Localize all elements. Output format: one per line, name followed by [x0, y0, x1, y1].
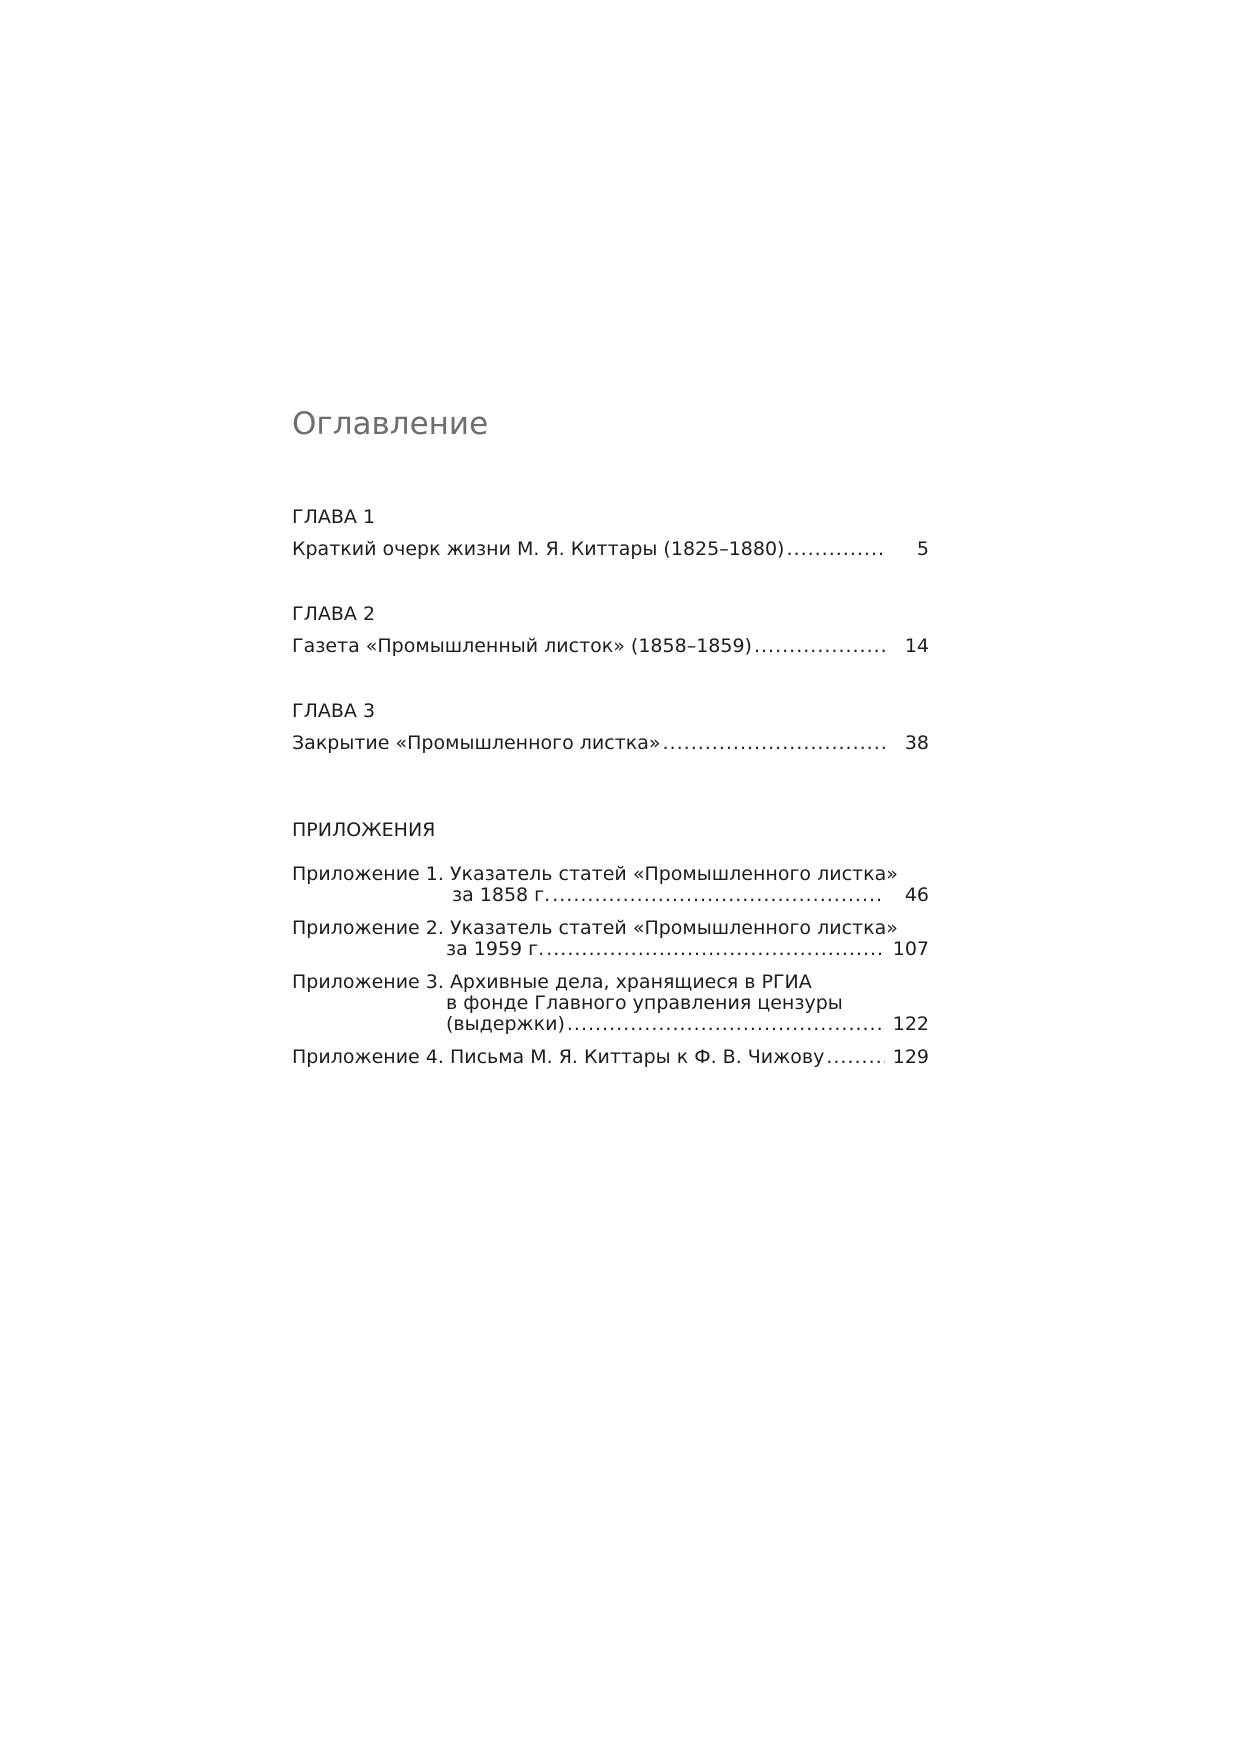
toc-entry-title: за 1858 г.: [452, 884, 551, 906]
leader-dots: [754, 634, 885, 658]
appendix-3-line1[interactable]: Приложение 3. Архивные дела, хранящиеся в РГИА: [292, 971, 812, 993]
leader-dots: [826, 1045, 885, 1069]
chapter-1-label: ГЛАВА 1: [292, 506, 376, 528]
page-number: 5: [916, 538, 929, 560]
toc-entry-title: Закрытие «Промышленного листка»: [292, 732, 661, 754]
page-number: 38: [904, 732, 929, 754]
toc-entry-title: Газета «Промышленный листок» (1858–1859): [292, 635, 752, 657]
appendix-3-line2[interactable]: в фонде Главного управления цензуры: [446, 992, 843, 1014]
leader-dots: [786, 537, 885, 561]
page-number: 14: [904, 635, 929, 657]
appendices-label: ПРИЛОЖЕНИЯ: [292, 819, 436, 841]
page-number: 129: [892, 1046, 929, 1068]
toc-entry-title: за 1959 г.: [446, 938, 545, 960]
leader-dots: [663, 731, 885, 755]
page-number: 122: [892, 1013, 929, 1035]
page-number: 46: [904, 884, 929, 906]
toc-entry-chapter-2[interactable]: [292, 634, 929, 658]
page-number: 107: [892, 938, 929, 960]
toc-entry-appendix-2[interactable]: [446, 937, 929, 961]
toc-entry-title: Краткий очерк жизни М. Я. Киттары (1825–1880): [292, 538, 785, 560]
toc-entry-appendix-4[interactable]: [292, 1045, 929, 1069]
page-title: Оглавление: [292, 406, 489, 442]
leader-dots: [546, 937, 885, 961]
toc-entry-title: (выдержки): [446, 1013, 565, 1035]
toc-entry-title: Приложение 4. Письма М. Я. Киттары к Ф. В. Чижову: [292, 1046, 825, 1068]
chapter-2-label: ГЛАВА 2: [292, 603, 376, 625]
toc-entry-chapter-1[interactable]: [292, 537, 929, 561]
appendix-2-line1[interactable]: Приложение 2. Указатель статей «Промышленного листка»: [292, 917, 898, 939]
toc-entry-appendix-3[interactable]: [446, 1012, 929, 1036]
toc-entry-chapter-3[interactable]: [292, 731, 929, 755]
appendix-1-line1[interactable]: Приложение 1. Указатель статей «Промышленного листка»: [292, 863, 898, 885]
leader-dots: [552, 883, 885, 907]
chapter-3-label: ГЛАВА 3: [292, 700, 376, 722]
leader-dots: [567, 1012, 885, 1036]
toc-entry-appendix-1[interactable]: [452, 883, 929, 907]
